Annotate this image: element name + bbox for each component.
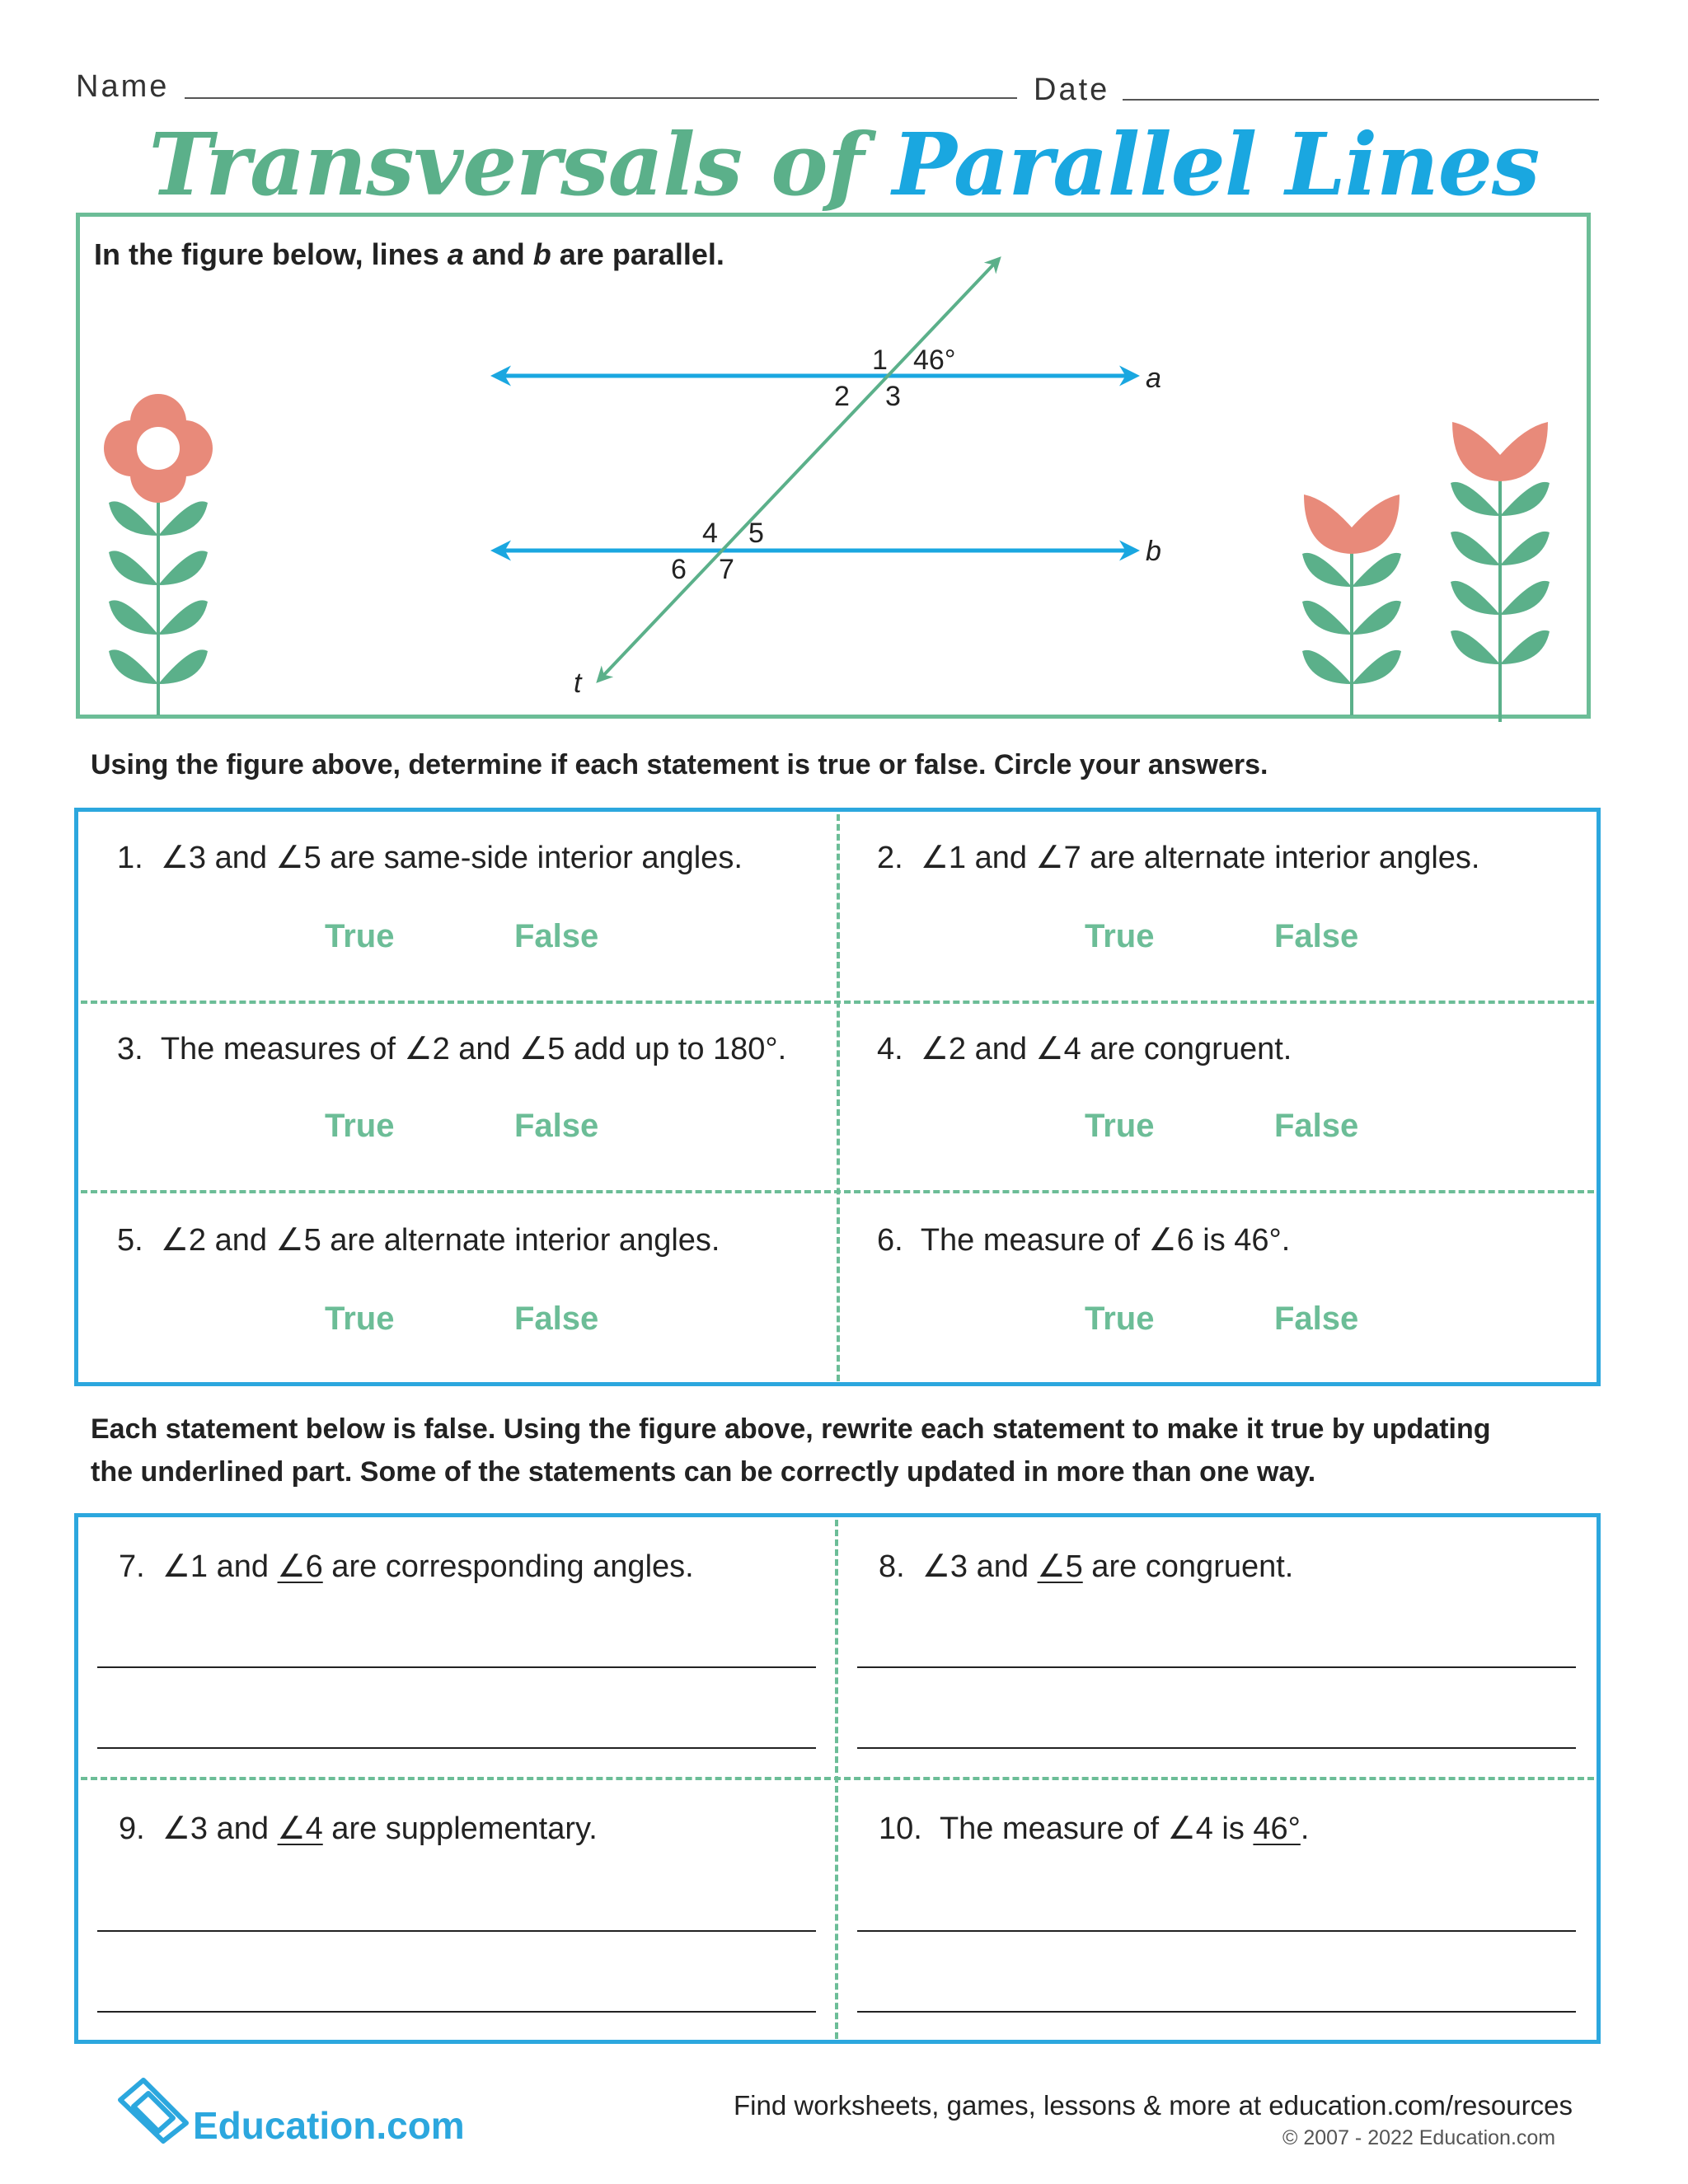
false-option[interactable]: False [1274, 1301, 1359, 1337]
column-divider [837, 814, 840, 1381]
answer-line[interactable] [857, 1930, 1576, 1932]
answer-line[interactable] [97, 1666, 816, 1668]
underlined-part: ∠6 [277, 1549, 323, 1584]
true-option[interactable]: True [1085, 918, 1155, 954]
answer-line[interactable] [857, 2011, 1576, 2013]
line-label-t: t [574, 668, 582, 699]
true-option[interactable]: True [325, 918, 395, 954]
row-divider [81, 1001, 1594, 1004]
underlined-part: ∠5 [1037, 1549, 1083, 1584]
underlined-part: ∠4 [277, 1811, 323, 1846]
question-8: 8. ∠3 and ∠5 are congruent. [879, 1549, 1294, 1584]
angle-label-5: 5 [748, 518, 764, 549]
question-5: 5. ∠2 and ∠5 are alternate interior angles. [117, 1223, 720, 1258]
question-10: 10. The measure of ∠4 is 46°. [879, 1811, 1310, 1846]
transversal-t [598, 259, 999, 681]
education-logo-text[interactable]: Education.com [193, 2104, 465, 2147]
part2-instructions: Each statement below is false. Using the figure above, rewrite each statement to make it true by updating the underlined part. Some of the statements can be correctly updated in more than one way. [91, 1413, 1491, 1488]
answer-line[interactable] [97, 2011, 816, 2013]
question-7: 7. ∠1 and ∠6 are corresponding angles. [119, 1549, 694, 1584]
title-part1: Transversals of [148, 114, 864, 215]
answer-line[interactable] [857, 1666, 1576, 1668]
question-4: 4. ∠2 and ∠4 are congruent. [877, 1032, 1292, 1066]
date-label: Date [1034, 73, 1110, 107]
false-option[interactable]: False [514, 918, 599, 954]
underlined-part: 46° [1253, 1811, 1301, 1846]
angle-label-3: 3 [885, 381, 901, 412]
angle-label-6: 6 [671, 554, 687, 585]
line-label-a: a [1146, 363, 1161, 394]
true-option[interactable]: True [1085, 1301, 1155, 1337]
true-option[interactable]: True [1085, 1108, 1155, 1144]
left-flower-illustration [104, 394, 213, 715]
angle-label-7: 7 [719, 554, 734, 585]
false-option[interactable]: False [1274, 1108, 1359, 1144]
false-option[interactable]: False [1274, 918, 1359, 954]
question-2: 2. ∠1 and ∠7 are alternate interior angles. [877, 841, 1480, 875]
line-label-b: b [1146, 536, 1161, 567]
answer-line[interactable] [857, 1747, 1576, 1749]
answer-line[interactable] [97, 1747, 816, 1749]
caption-line-a: a [447, 237, 464, 271]
footer-tagline: Find worksheets, games, lessons & more at education.com/resources [734, 2090, 1573, 2121]
angle-label-1: 1 [872, 344, 888, 376]
right-tulips-illustration [1302, 422, 1550, 722]
question-1: 1. ∠3 and ∠5 are same-side interior angles. [117, 841, 743, 875]
education-logo-icon [115, 2075, 191, 2144]
caption-line-b: b [532, 237, 551, 271]
question-3: 3. The measures of ∠2 and ∠5 add up to 180°. [117, 1032, 787, 1066]
angle-label-46: 46° [913, 344, 956, 376]
true-option[interactable]: True [325, 1301, 395, 1337]
row-divider [81, 1777, 1594, 1780]
part1-instructions: Using the figure above, determine if each statement is true or false. Circle your answers. [91, 749, 1268, 780]
question-9: 9. ∠3 and ∠4 are supplementary. [119, 1811, 598, 1846]
question-6: 6. The measure of ∠6 is 46°. [877, 1223, 1291, 1258]
name-label: Name [76, 69, 170, 104]
row-divider [81, 1190, 1594, 1193]
false-option[interactable]: False [514, 1301, 599, 1337]
angle-label-2: 2 [834, 381, 850, 412]
figure-caption: In the figure below, lines a and b are parallel. [94, 237, 724, 271]
angle-label-4: 4 [702, 518, 718, 549]
true-option[interactable]: True [325, 1108, 395, 1144]
answer-line[interactable] [97, 1930, 816, 1932]
false-option[interactable]: False [514, 1108, 599, 1144]
footer-copyright: © 2007 - 2022 Education.com [1282, 2126, 1556, 2149]
title-part2: Parallel Lines [892, 114, 1540, 215]
parallel-lines-figure [0, 0, 1688, 725]
